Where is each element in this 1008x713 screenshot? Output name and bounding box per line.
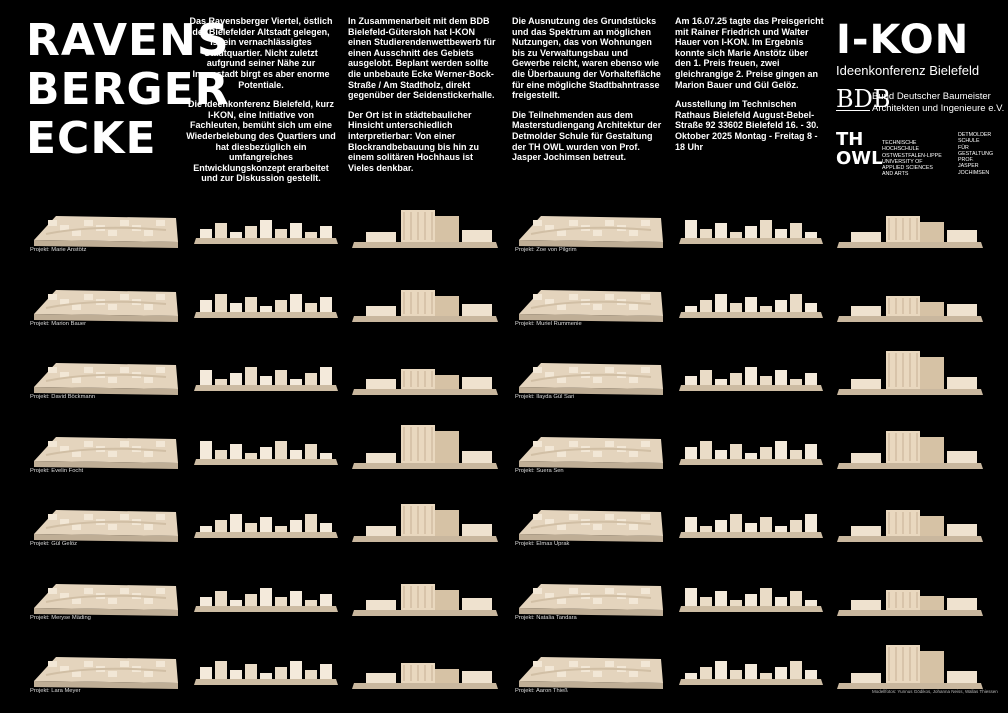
project-label: Projekt: Marion Bauer [30, 320, 87, 327]
street-view-photo [186, 627, 341, 695]
street-view-photo [671, 260, 826, 328]
paragraph: In Zusammenarbeit mit dem BDB Bielefeld-Gütersloh hat I-KON einen Studierendenwettbewerb für einen Ausschnitt des Gebiets ausgelobt. Beplant werden sollte die unbebaute Ecke Werner-Bock-Straße / Am Stadtholz, direkt gegenüber der Seidenstickerhalle. [348, 16, 496, 101]
close-up-photo [831, 407, 986, 475]
site-model-photo [511, 333, 666, 401]
close-up-photo [831, 260, 986, 328]
street-view-photo [671, 407, 826, 475]
model-photo-grid [26, 186, 982, 698]
thowl-text-line: APPLIED SCIENCES [882, 165, 933, 172]
detmolder-schule-text [958, 132, 994, 176]
paragraph: Das Ravensberger Viertel, östlich der Bielefelder Altstadt gelegen, ist ein vernachlässigtes Stadtquartier. Nicht zuletzt aufgrund seiner Nähe zur Innenstadt birgt es aber enorme Potentiale. [189, 16, 333, 90]
bdb-mark: BDB [836, 85, 891, 113]
school-text-line: DETMOLDER [958, 132, 992, 138]
project-label: Projekt: Suera Sen [515, 467, 564, 474]
poster-title [26, 15, 230, 164]
close-up-photo [346, 186, 501, 254]
site-model-photo [511, 260, 666, 328]
project-row [26, 554, 982, 622]
close-up-photo [831, 554, 986, 622]
project-row [26, 333, 982, 401]
street-view-photo [186, 186, 341, 254]
title-line-1: RAVENS [26, 15, 230, 66]
text-column-1 [186, 16, 336, 193]
street-view-photo [186, 260, 341, 328]
thowl-text-line: UNIVERSITY OF [882, 158, 923, 165]
paragraph: Der Ort ist in städtebaulicher Hinsicht unterschiedlich interpretierbar: Von einer Blockrandbebauung bis hin zu einem solitären Hochhaus ist Vieles denkbar. [348, 109, 480, 173]
street-view-photo [186, 554, 341, 622]
street-view-photo [186, 480, 341, 548]
school-text-line: PROF. JASPER [958, 157, 979, 170]
ikon-logo: I-KON [836, 17, 970, 63]
bdb-text-line: Bund Deutscher Baumeister [872, 91, 991, 102]
bdb-logo [836, 85, 1005, 115]
project-row [26, 407, 982, 475]
project-label: Projekt: Ilayda Gül Sari [515, 394, 575, 400]
paragraph: Die Teilnehmenden aus dem Masterstudiengang Architektur der Detmolder Schule für Gestaltung der TH OWL wurden von Prof. Jasper Jochimsen betreut. [512, 109, 662, 163]
thowl-logo [836, 129, 994, 178]
bdb-text [872, 91, 1004, 115]
street-view-photo [671, 627, 826, 695]
project-row [26, 627, 982, 695]
thowl-mark [836, 129, 883, 169]
street-view-photo [671, 333, 826, 401]
text-column-4 [675, 16, 825, 161]
thowl-text-line: OSTWESTFALEN-LIPPE [882, 152, 942, 159]
title-line-2: BERGER [26, 64, 230, 115]
close-up-photo [346, 260, 501, 328]
site-model-photo [511, 186, 666, 254]
site-model-photo [511, 480, 666, 548]
thowl-text [882, 140, 952, 178]
project-label: Projekt: Elmas Uprak [515, 541, 570, 547]
street-view-photo [671, 480, 826, 548]
thowl-mark-line: TH [836, 129, 864, 150]
street-view-photo [671, 186, 826, 254]
project-label: Projekt: Aaron Thieß [515, 688, 568, 694]
site-model-photo [26, 407, 181, 475]
street-view-photo [671, 554, 826, 622]
site-model-photo [26, 554, 181, 622]
site-model-photo [511, 627, 666, 695]
paragraph: Die Ausnutzung des Grundstücks und das Spektrum an möglichen Nutzungen, das von Wohnungen bis zu Verwaltungsbau und Gewerbe reicht, waren ebenso wie die Überbauung der Vorhaltefläche für eine mögliche Stadtbahntrasse freigestellt. [512, 16, 661, 101]
project-label: Projekt: Muriel Rummenie [515, 320, 582, 327]
thowl-mark-line: OWL [836, 148, 883, 169]
ikon-subtitle: Ideenkonferenz Bielefeld [836, 63, 980, 78]
close-up-photo [346, 480, 501, 548]
site-model-photo [26, 627, 181, 695]
project-label: Projekt: David Böckmann [30, 394, 96, 400]
site-model-photo [26, 260, 181, 328]
paragraph: Die Ideenkonferenz Bielefeld, kurz I-KON, eine Initiative von Fachleuten, bemüht sich um eine Wiederbelebung des Quartiers und hat diesbezüglich ein umfangreiches Entwicklungskonzept erarbeitet und zur Diskussion gestellt. [186, 99, 336, 184]
project-label: Projekt: Lara Meyer [30, 688, 81, 694]
text-column-3 [512, 16, 662, 172]
project-label: Projekt: Zoe von Pilgrim [515, 247, 577, 253]
school-text-line: JOCHIMSEN [958, 169, 990, 176]
project-row [26, 480, 982, 548]
school-text-line: SCHULE [958, 138, 980, 145]
street-view-photo [186, 333, 341, 401]
close-up-photo [831, 627, 986, 695]
project-label: Projekt: Meryse Mäding [30, 614, 91, 621]
thowl-text-line: AND ARTS [882, 171, 909, 178]
site-model-photo [511, 554, 666, 622]
title-line-3: ECKE [26, 113, 157, 164]
thowl-text-line: TECHNISCHE HOCHSCHULE [882, 140, 920, 153]
paragraph: Ausstellung im Technischen Rathaus Bielefeld August-Bebel-Straße 92 33602 Bielefeld 16. - 30. Oktober 2025 Montag - Freitag 8 - 18 Uhr [675, 99, 819, 152]
close-up-photo [831, 480, 986, 548]
close-up-photo [346, 407, 501, 475]
photo-credit: Modellfotos: Yunnus Gödikos, Johanna Neiss, Wallas Thiessen [872, 689, 998, 694]
bdb-text-line: Architekten und Ingenieure e.V. [872, 103, 1005, 114]
project-label: Projekt: Gül Gelöz [30, 541, 78, 547]
project-row [26, 186, 982, 254]
text-column-2 [348, 16, 498, 182]
project-label: Projekt: Marie Anstötz [30, 247, 87, 253]
close-up-photo [346, 333, 501, 401]
close-up-photo [346, 554, 501, 622]
site-model-photo [26, 186, 181, 254]
project-label: Projekt: Natalia Tandara [515, 614, 577, 621]
paragraph: Am 16.07.25 tagte das Preisgericht mit Rainer Friedrich und Walter Hauer von I-KON. Im Ergebnis konnte sich Marie Anstötz über den 1. Preis freuen, zwei gleichrangige 2. Preise gingen an Marion Bauer und Gül Gelöz. [675, 16, 824, 90]
site-model-photo [511, 407, 666, 475]
school-text-line: FÜR GESTALTUNG [958, 144, 994, 157]
street-view-photo [186, 407, 341, 475]
site-model-photo [26, 480, 181, 548]
project-row [26, 260, 982, 328]
close-up-photo [831, 186, 986, 254]
project-label: Projekt: Evelin Focht [30, 467, 84, 474]
site-model-photo [26, 333, 181, 401]
close-up-photo [346, 627, 501, 695]
close-up-photo [831, 333, 986, 401]
